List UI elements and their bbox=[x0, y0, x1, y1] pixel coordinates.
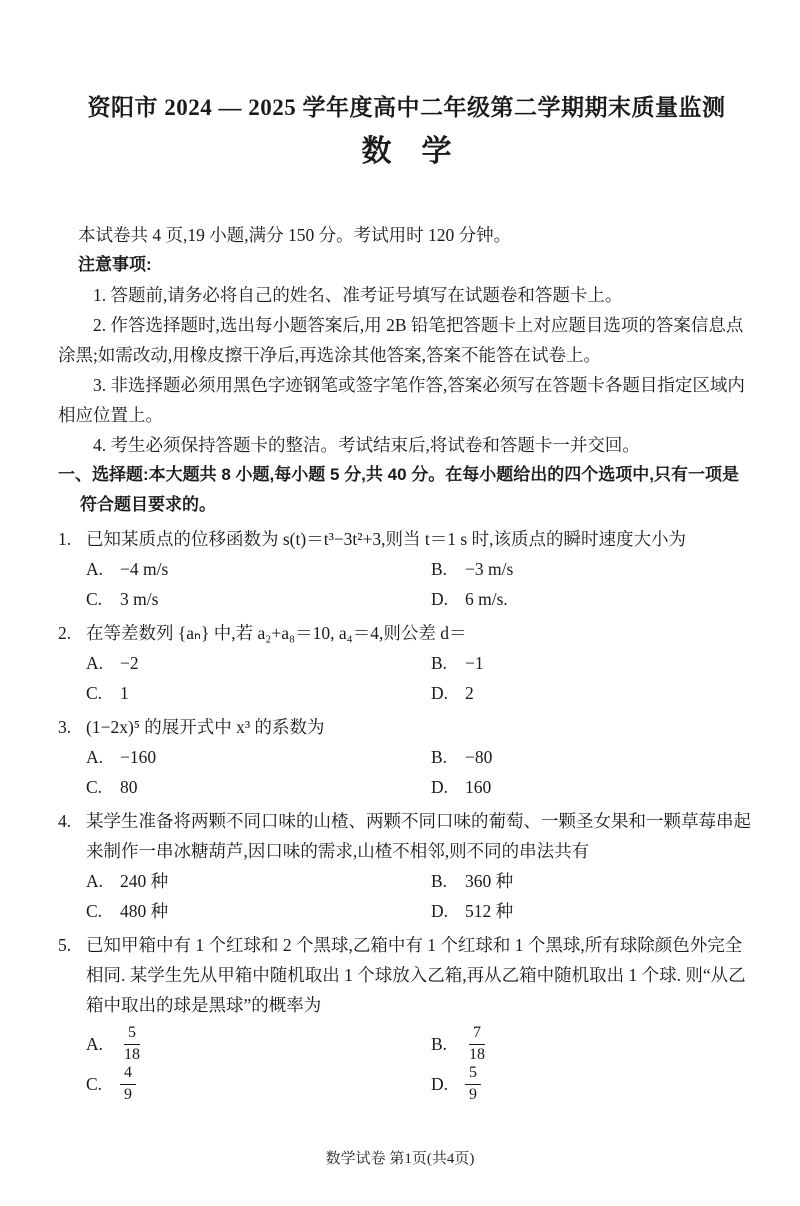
option-text: 6 m/s. bbox=[465, 589, 508, 609]
option-text: −4 m/s bbox=[120, 559, 169, 579]
option-label: A. bbox=[86, 1033, 104, 1054]
question-1-options bbox=[86, 554, 755, 614]
question-number: 2. bbox=[58, 623, 72, 643]
option-b bbox=[431, 742, 755, 772]
option-text: −2 bbox=[120, 653, 139, 673]
option-label: D. bbox=[431, 589, 449, 609]
exam-title: 资阳市 2024 — 2025 学年度高中二年级第二学期期末质量监测 bbox=[87, 95, 726, 120]
option-d bbox=[431, 772, 755, 802]
option-c bbox=[86, 678, 431, 708]
option-c bbox=[86, 772, 431, 802]
option-text: 480 种 bbox=[120, 901, 169, 921]
question-5 bbox=[58, 930, 755, 1020]
option-label: B. bbox=[431, 871, 448, 891]
fraction bbox=[120, 1064, 136, 1104]
option-b bbox=[431, 648, 755, 678]
option-d bbox=[431, 896, 755, 926]
option-text: −80 bbox=[465, 747, 493, 767]
fraction-numerator: 4 bbox=[120, 1064, 136, 1084]
option-label: C. bbox=[86, 1073, 103, 1094]
option-text: −3 m/s bbox=[465, 559, 514, 579]
option-label: D. bbox=[431, 901, 449, 921]
option-label: B. bbox=[431, 1033, 448, 1054]
fraction-denominator: 18 bbox=[469, 1045, 485, 1063]
option-d bbox=[431, 584, 755, 614]
option-d bbox=[431, 678, 755, 708]
notice-heading: 注意事项: bbox=[78, 255, 152, 274]
option-text: 3 m/s bbox=[120, 589, 159, 609]
option-label: C. bbox=[86, 589, 103, 609]
option-c bbox=[86, 1064, 431, 1104]
option-c bbox=[86, 896, 431, 926]
fraction-numerator: 5 bbox=[465, 1064, 481, 1084]
option-b bbox=[431, 554, 755, 584]
question-number: 1. bbox=[58, 529, 72, 549]
fraction-numerator: 7 bbox=[469, 1024, 485, 1044]
question-text: (1−2x)⁵ 的展开式中 x³ 的系数为 bbox=[86, 717, 325, 737]
fraction-numerator: 5 bbox=[124, 1024, 140, 1044]
notice-item-4: 4. 考生必须保持答题卡的整洁。考试结束后,将试卷和答题卡一并交回。 bbox=[93, 435, 640, 455]
exam-info-line: 本试卷共 4 页,19 小题,满分 150 分。考试用时 120 分钟。 bbox=[78, 225, 512, 245]
option-text: 360 种 bbox=[465, 871, 514, 891]
option-c bbox=[86, 584, 431, 614]
option-b bbox=[431, 866, 755, 896]
question-4-options bbox=[86, 866, 755, 926]
question-2-options bbox=[86, 648, 755, 708]
option-a bbox=[86, 1024, 431, 1064]
option-label: B. bbox=[431, 559, 448, 579]
fraction bbox=[465, 1024, 489, 1064]
option-a bbox=[86, 742, 431, 772]
notice-item-1: 1. 答题前,请务必将自己的姓名、准考证号填写在试题卷和答题卡上。 bbox=[93, 285, 623, 305]
option-text: −1 bbox=[465, 653, 484, 673]
question-number: 4. bbox=[58, 811, 72, 831]
option-label: C. bbox=[86, 777, 103, 797]
option-label: C. bbox=[86, 901, 103, 921]
fraction-denominator: 18 bbox=[124, 1045, 140, 1063]
exam-subject-title: 数 学 bbox=[361, 135, 452, 168]
question-number: 5. bbox=[58, 935, 72, 955]
fraction-denominator: 9 bbox=[469, 1085, 477, 1103]
question-2 bbox=[58, 618, 755, 648]
question-1 bbox=[58, 524, 755, 554]
page-footer: 数学试卷 第1页(共4页) bbox=[325, 1151, 475, 1167]
option-text: 1 bbox=[120, 683, 129, 703]
option-label: B. bbox=[431, 653, 448, 673]
question-3 bbox=[58, 712, 755, 742]
question-number: 3. bbox=[58, 717, 72, 737]
question-text: 某学生准备将两颗不同口味的山楂、两颗不同口味的葡萄、一颗圣女果和一颗草莓串起来制作一串冰糖葫芦,因口味的需求,山楂不相邻,则不同的串法共有 bbox=[86, 811, 751, 861]
fraction bbox=[120, 1024, 144, 1064]
option-label: A. bbox=[86, 559, 104, 579]
notice-item-3: 3. 非选择题必须用黑色字迹钢笔或签字笔作答,答案必须写在答题卡各题目指定区域内相应位置上。 bbox=[58, 375, 745, 425]
option-label: C. bbox=[86, 683, 103, 703]
option-text: 160 bbox=[465, 777, 492, 797]
option-label: D. bbox=[431, 1073, 449, 1094]
option-text: 80 bbox=[120, 777, 138, 797]
option-d bbox=[431, 1064, 755, 1104]
notice-item-2: 2. 作答选择题时,选出每小题答案后,用 2B 铅笔把答题卡上对应题目选项的答案信息点涂黑;如需改动,用橡皮擦干净后,再选涂其他答案,答案不能答在试卷上。 bbox=[58, 315, 744, 365]
question-text: 已知某质点的位移函数为 s(t)＝t³−3t²+3,则当 t＝1 s 时,该质点的瞬时速度大小为 bbox=[86, 529, 686, 549]
question-text: 已知甲箱中有 1 个红球和 2 个黑球,乙箱中有 1 个红球和 1 个黑球,所有球除颜色外完全相同. 某学生先从甲箱中随机取出 1 个球放入乙箱,再从乙箱中随机取出 1 个球. 则“从乙箱中取出的球是黑球”的概率为 bbox=[86, 935, 746, 1015]
option-text: 2 bbox=[465, 683, 474, 703]
fraction bbox=[465, 1064, 481, 1104]
option-label: A. bbox=[86, 871, 104, 891]
option-a bbox=[86, 648, 431, 678]
question-4 bbox=[58, 806, 755, 866]
question-text: 在等差数列 {aₙ} 中,若 a₂+a₈＝10, a₄＝4,则公差 d＝ bbox=[86, 623, 467, 643]
fraction-denominator: 9 bbox=[124, 1085, 132, 1103]
option-label: B. bbox=[431, 747, 448, 767]
option-text: −160 bbox=[120, 747, 157, 767]
option-a bbox=[86, 866, 431, 896]
option-text: 512 种 bbox=[465, 901, 514, 921]
option-label: D. bbox=[431, 683, 449, 703]
question-3-options bbox=[86, 742, 755, 802]
option-b bbox=[431, 1024, 755, 1064]
section-heading-choice: 一、选择题:本大题共 8 小题,每小题 5 分,共 40 分。在每小题给出的四个选项中,只有一项是符合题目要求的。 bbox=[58, 465, 739, 514]
option-text: 240 种 bbox=[120, 871, 169, 891]
option-label: D. bbox=[431, 777, 449, 797]
option-a bbox=[86, 554, 431, 584]
question-5-options bbox=[86, 1024, 755, 1104]
option-label: A. bbox=[86, 653, 104, 673]
option-label: A. bbox=[86, 747, 104, 767]
